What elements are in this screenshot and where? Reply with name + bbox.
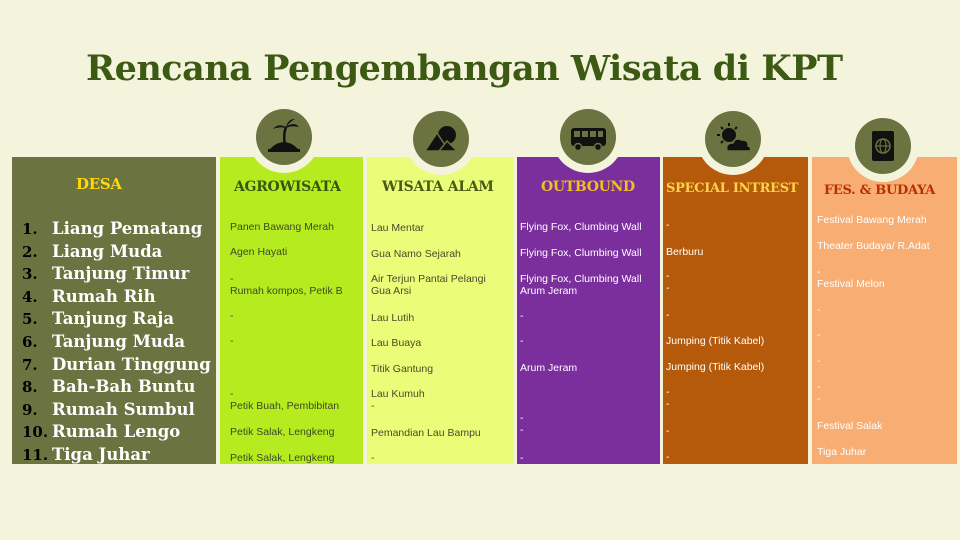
agrowisata-item: - — [230, 310, 234, 322]
special-interest-item: - - — [666, 386, 670, 410]
mountain-sun-icon — [405, 103, 477, 175]
wisata-alam-header: WISATA ALAM — [382, 179, 494, 195]
fes-budaya-item: - Festival Melon — [817, 266, 885, 290]
special-interest-item: Jumping (Titik Kabel) — [666, 335, 765, 347]
outbound-item: Arum Jeram — [520, 362, 578, 374]
agrowisata-item: Agen Hayati — [230, 246, 288, 258]
wisata-alam-item: Lau Buaya — [371, 337, 422, 349]
agrowisata-header: AGROWISATA — [234, 179, 341, 195]
list-item: 5. Tanjung Raja — [22, 309, 175, 329]
agrowisata-item: - — [230, 335, 234, 347]
special-interest-item: - — [666, 309, 670, 321]
special-interest-item: Berburu — [666, 246, 704, 258]
fes-budaya-item: Tiga Juhar — [817, 446, 867, 458]
bus-icon — [552, 101, 624, 173]
agrowisata-item: Panen Bawang Merah — [230, 221, 334, 233]
agrowisata-column — [220, 157, 363, 464]
wisata-alam-item: Lau Lutih — [371, 312, 415, 324]
wisata-alam-item: Titik Gantung — [371, 363, 434, 375]
special-interest-item: - - — [666, 270, 670, 294]
agrowisata-item: - Rumah kompos, Petik B — [230, 273, 343, 297]
wisata-alam-item: Air Terjun Pantai Pelangi Gua Arsi — [371, 273, 486, 297]
list-item: 8. Bah-Bah Buntu — [22, 377, 196, 397]
fes-budaya-column — [812, 157, 957, 464]
list-item: 3. Tanjung Timur — [22, 264, 190, 284]
fes-budaya-item: Festival Salak — [817, 420, 883, 432]
page-title: Rencana Pengembangan Wisata di KPT — [86, 48, 843, 89]
fes-budaya-header: FES. & BUDAYA — [824, 183, 936, 198]
list-item: 4. Rumah Rih — [22, 286, 156, 306]
outbound-item: Flying Fox, Clumbing Wall — [520, 221, 642, 233]
outbound-item: - — [520, 452, 524, 464]
outbound-item: - — [520, 310, 524, 322]
list-item: 7. Durian Tinggung — [22, 354, 211, 374]
fes-budaya-item: - — [817, 329, 821, 341]
wisata-alam-item: Pemandian Lau Bampu — [371, 427, 481, 439]
desa-header: DESA — [76, 175, 122, 193]
wisata-alam-item: Lau Mentar — [371, 222, 425, 234]
fes-budaya-item: - - — [817, 381, 821, 405]
desa-list — [22, 218, 211, 467]
list-item: 11. Tiga Juhar — [22, 444, 150, 464]
agrowisata-item: - Petik Buah, Pembibitan — [230, 388, 340, 412]
list-item: 1. Liang Pematang — [22, 219, 203, 238]
outbound-column — [517, 157, 660, 464]
outbound-header: OUTBOUND — [541, 179, 635, 195]
fes-budaya-item: Festival Bawang Merah — [817, 214, 927, 226]
special-interest-header: SPECIAL INTREST — [666, 181, 799, 196]
outbound-item: Flying Fox, Clumbing Wall Arum Jeram — [520, 273, 642, 297]
weather-sun-cloud-icon — [697, 103, 769, 175]
special-interest-item: - — [666, 219, 670, 231]
wisata-alam-item: - — [371, 452, 375, 464]
agrowisata-item: Petik Salak, Lengkeng — [230, 426, 335, 438]
list-item: 2. Liang Muda — [22, 241, 163, 261]
wisata-alam-item: Lau Kumuh - — [371, 388, 425, 412]
agrowisata-item: Petik Salak, Lengkeng — [230, 452, 335, 464]
fes-budaya-item: - — [817, 304, 821, 316]
special-interest-item: - — [666, 451, 670, 463]
fes-budaya-item: - — [817, 355, 821, 367]
outbound-item: - - — [520, 412, 524, 436]
list-item: 6. Tanjung Muda — [22, 331, 186, 351]
special-interest-item: - — [666, 425, 670, 437]
passport-icon — [847, 110, 919, 182]
special-interest-item: Jumping (Titik Kabel) — [666, 361, 765, 373]
list-item: 9. Rumah Sumbul — [22, 399, 195, 419]
wisata-alam-column — [367, 157, 514, 464]
list-item: 10. Rumah Lengo — [22, 422, 181, 442]
special-interest-column — [663, 157, 808, 464]
wisata-alam-item: Gua Namo Sejarah — [371, 248, 461, 260]
outbound-item: Flying Fox, Clumbing Wall — [520, 247, 642, 259]
island-palm-icon — [248, 101, 320, 173]
fes-budaya-item: Theater Budaya/ R.Adat — [817, 240, 930, 252]
outbound-item: - — [520, 335, 524, 347]
